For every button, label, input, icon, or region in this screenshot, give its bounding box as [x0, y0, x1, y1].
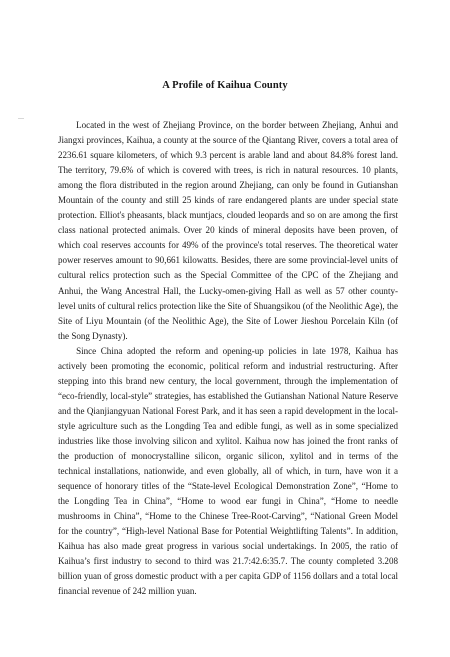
document-title: A Profile of Kaihua County	[162, 80, 288, 91]
margin-mark	[18, 118, 24, 119]
paragraph-location: Located in the west of Zhejiang Province, on the border between Zhejiang, Anhui and Jiangxi provinces, Kaihua, a county at the source of the Qiantang River, covers a total area of 2236.61 square kilometers, of which 9.3 percent is arable land and about 84.8% forest land. The territory, 79.6% of which is covered with trees, is rich in natural resources. 10 plants, among the flora distributed in the region around Zhejiang, can only be found in Gutianshan Mountain of the county and still 25 kinds of rare endangered plants are under special state protection. Elliot's pheasants, black muntjacs, clouded leopards and so on are among the first class national protected animals. Over 20 kinds of mineral deposits have been proven, of which coal reserves accounts for 49% of the province's total reserves. The theoretical water power reserves amount to 90,661 kilowatts. Besides, there are some provincial-level units of cultural relics protection such as the Special Committee of the CPC of the Zhejiang and Anhui, the Wang Ancestral Hall, the Lucky-omen-giving Hall as well as 57 other county-level units of cultural relics protection like the Site of Shuangsikou (of the Neolithic Age), the Site of Liyu Mountain (of the Neolithic Age), the Site of Lower Jieshou Porcelain Kiln (of the Song Dynasty).	[58, 120, 398, 341]
paragraph-development: Since China adopted the reform and opening-up policies in late 1978, Kaihua has actively been promoting the economic, political reform and industrial restructuring. After stepping into this brand new century, the local government, through the implementation of “eco-friendly, local-style” strategies, has established the Gutianshan National Nature Reserve and the Qianjiangyuan National Forest Park, and it has seen a rapid development in the local-style agriculture such as the Longding Tea and edible fungi, as well as in some specialized industries like those involving silicon and xylitol. Kaihua now has joined the front ranks of the production of monocrystalline silicon, organic silicon, xylitol and in terms of the technical installations, nationwide, and even globally, all of which, in turn, have won it a sequence of honorary titles of the “State-level Ecological Demonstration Zone”, “Home to the Longding Tea in China”, “Home to wood ear fungi in China”, “Home to needle mushrooms in China”, “Home to the Chinese Tree-Root-Carving”, “National Green Model for the country”, “High-level National Base for Potential Weightlifting Talents”. In addition, Kaihua has also made great progress in various social undertakings. In 2005, the ratio of Kaihua’s first industry to second to third was 21.7:42.6:35.7. The county completed 3.208 billion yuan of gross domestic product with a per capita GDP of 1156 dollars and a total local financial revenue of 242 million yuan.	[58, 345, 398, 597]
document-body	[58, 118, 398, 600]
